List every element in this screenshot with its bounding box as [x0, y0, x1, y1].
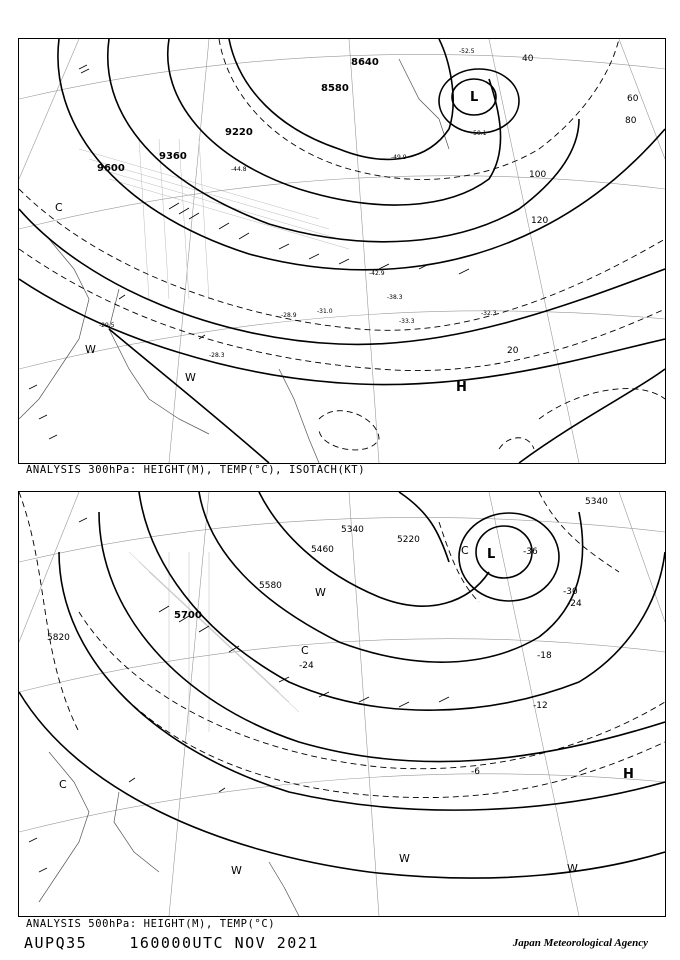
temp-label: -50.1: [471, 130, 487, 137]
footer-product-line: [24, 934, 319, 952]
temp-label: -12: [533, 701, 548, 711]
warm-center-symbol: W: [185, 371, 196, 384]
temp-label: -32.3: [481, 310, 497, 317]
cold-center-symbol: C: [301, 644, 309, 657]
height-label: 5220: [397, 535, 420, 545]
product-code: AUPQ35: [24, 934, 88, 952]
isotach-label: 20: [507, 346, 519, 356]
isotach-label: 120: [531, 216, 549, 226]
height-label: 5580: [259, 581, 282, 591]
temp-label: -28.9: [281, 312, 297, 319]
isotach-labels: [507, 54, 639, 356]
coastline: [19, 59, 449, 463]
agency-name: Japan Meteorological Agency: [512, 937, 648, 949]
analysis-time: 160000UTC NOV 2021: [129, 934, 319, 952]
temp-label: -42.9: [369, 270, 385, 277]
height-label: 8640: [351, 57, 379, 68]
isotach-label: 40: [522, 54, 534, 64]
height-label: 9220: [225, 127, 253, 138]
warm-center-symbol: W: [315, 586, 326, 599]
warm-center-symbol: W: [567, 862, 578, 875]
weather-map-500hpa: [19, 492, 665, 916]
temp-label: -31.0: [317, 308, 333, 315]
chart-panel-500hpa: [18, 491, 666, 917]
caption-300hpa: ANALYSIS 300hPa: HEIGHT(M), TEMP(°C), ISOTACH(KT): [26, 464, 366, 476]
temp-label: -24: [299, 661, 314, 671]
height-label: 9360: [159, 151, 187, 162]
temp-label: -36: [523, 547, 538, 557]
low-center-rings: [439, 69, 519, 133]
temp-label: -28.3: [209, 352, 225, 359]
temp-label: -24: [567, 599, 582, 609]
cold-center-symbol: C: [461, 544, 469, 557]
height-label: 8580: [321, 83, 349, 94]
low-pressure-symbol: L: [470, 90, 479, 105]
temp-label: -33.3: [399, 318, 415, 325]
height-label: 5460: [311, 545, 334, 555]
height-label: 9600: [97, 163, 125, 174]
graticule: [19, 39, 665, 463]
temp-label: -30: [563, 587, 578, 597]
height-label: 5340: [585, 497, 608, 507]
temp-label: -44.8: [231, 166, 247, 173]
temp-label: -52.5: [459, 48, 475, 55]
isotach-label: 60: [627, 94, 639, 104]
wind-barbs: [29, 518, 587, 872]
temp-label: -6: [471, 767, 480, 777]
isotach-label: 100: [529, 170, 547, 180]
temp-label: -38.3: [387, 294, 403, 301]
warm-center-symbol: W: [85, 343, 96, 356]
warm-center-symbol: W: [231, 864, 242, 877]
warm-center-symbol: W: [399, 852, 410, 865]
temp-label: -18: [537, 651, 552, 661]
jet-hatching: [129, 552, 299, 732]
height-contours: [19, 492, 665, 878]
high-pressure-symbol: H: [456, 380, 467, 395]
wind-barbs: [29, 65, 469, 439]
graticule: [19, 492, 665, 916]
height-label: 5700: [174, 610, 202, 621]
height-labels: [97, 57, 379, 174]
cold-center-symbol: C: [59, 778, 67, 791]
weather-map-300hpa: [19, 39, 665, 463]
caption-500hpa: ANALYSIS 500hPa: HEIGHT(M), TEMP(°C): [26, 918, 276, 930]
temp-label: -29.5: [99, 322, 115, 329]
isotach-label: 80: [625, 116, 637, 126]
high-pressure-symbol: H: [623, 767, 634, 782]
temp-label: -49.9: [391, 154, 407, 161]
height-contours: [19, 39, 665, 463]
low-center-rings: [459, 513, 559, 601]
height-label: 5820: [47, 633, 70, 643]
height-label: 5340: [341, 525, 364, 535]
cold-center-symbol: C: [55, 201, 63, 214]
chart-panel-300hpa: [18, 38, 666, 464]
coastline: [39, 752, 299, 916]
low-pressure-symbol: L: [487, 547, 496, 562]
temperature-labels: [99, 48, 497, 359]
